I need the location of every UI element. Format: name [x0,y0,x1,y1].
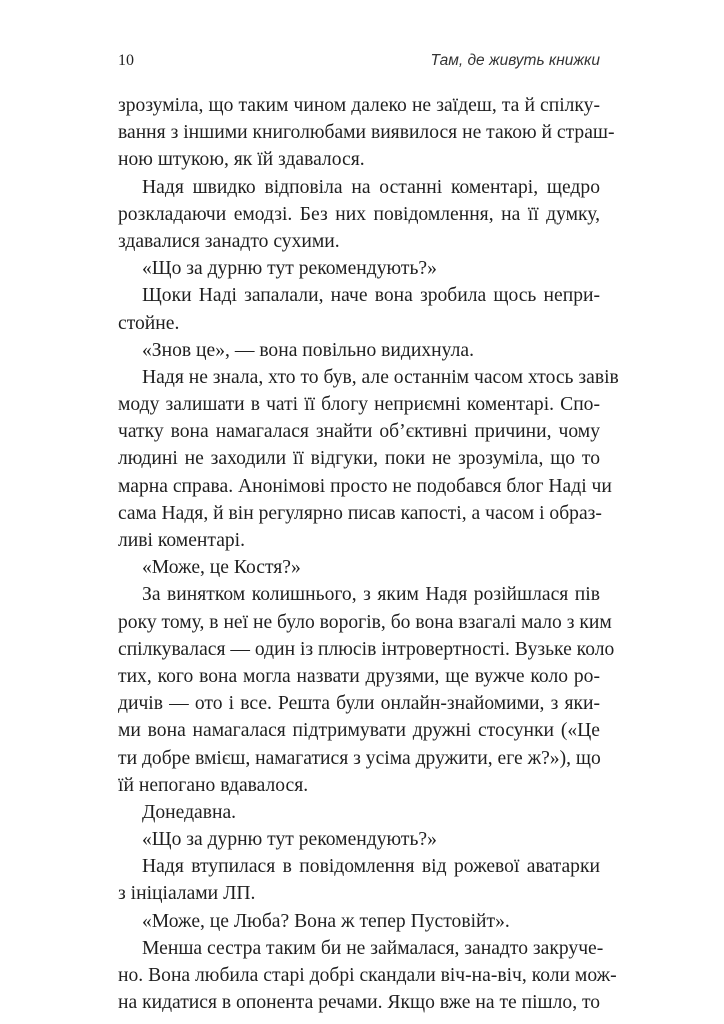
text-line: чатку вона намагалася знайти об’єктивні причини, чому [118,421,600,443]
text-line: їй непогано вдавалося. [118,774,309,796]
text-line: Донедавна. [142,801,237,823]
text-line: спілкувалася — один із плюсів інтровертності. Вузьке коло [118,638,615,660]
text-line: ливі коментарі. [118,530,246,551]
text-line: но. Вона любила старі добрі скандали віч-на-віч, коли мож- [118,965,617,986]
text-line: «Знов це», — вона повільно видихнула. [142,339,474,361]
text-line: ми вона намагалася підтримувати дружні стосунки («Це [118,720,600,742]
text-line: «Може, це Люба? Вона ж тепер Пустовійт». [142,910,510,932]
text-line: Надя втупилася в повідомлення від рожевої аватарки [142,856,600,878]
text-line: За винятком колишнього, з яким Надя розійшлася пів [142,584,600,606]
text-line: тих, кого вона могла назвати друзями, ще вужче коло ро- [118,665,600,687]
text-line: на кидатися в опонента речами. Якщо вже на те пішло, то [118,992,601,1014]
text-line: розкладаючи емодзі. Без них повідомлення, на її думку, [118,203,600,225]
text-line: «Може, це Костя?» [142,557,301,579]
text-line: Щоки Наді запалали, наче вона зробила щось непри- [142,285,600,307]
text-line: марна справа. Анонімові просто не подобався блог Наді чи [118,475,612,497]
text-line: моду залишати в чаті її блогу неприємні коментарі. Спо- [118,394,600,416]
text-line: людині не заходили її відгуки, поки не зрозуміла, що то [118,448,600,470]
text-line: вання з іншими книголюбами виявилося не такою й страш- [118,122,615,144]
text-line: сама Надя, й він регулярно писав капості, а часом і образ- [118,502,602,524]
text-line: Менша сестра таким би не займалася, занадто закруче- [142,937,604,959]
text-line: «Що за дурню тут рекомендують?» [142,829,437,851]
text-line: року тому, в неї не було ворогів, бо вона взагалі мало з ким [118,611,612,633]
text-line: з ініціалами ЛП. [118,883,256,905]
text-line: зрозуміла, що таким чином далеко не заїдеш, та й спілку- [118,95,600,116]
text-line: ною штукою, як їй здавалося. [118,149,365,171]
text-line: дичів — ото і все. Решта були онлайн-знайомими, з яки- [118,693,600,715]
text-line: здавалися занадто сухими. [118,230,340,252]
text-line: Надя швидко відповіла на останні коментарі, щедро [142,176,600,198]
text-line: «Що за дурню тут рекомендують?» [142,258,437,280]
text-line: ти добре вмієш, намагатися з усіма дружити, еге ж?»), що [118,747,601,769]
body-text [118,92,619,1016]
page-number: 10 [118,52,134,69]
text-line: Надя не знала, хто то був, але останнім часом хтось завів [142,366,619,388]
running-title: Там, де живуть книжки [430,52,600,69]
text-line: стойне. [118,312,180,334]
